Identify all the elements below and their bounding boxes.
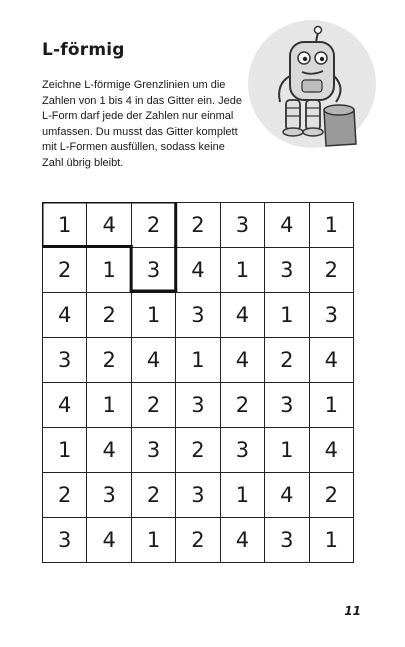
grid-cell[interactable]: 1 [43, 203, 87, 248]
grid-cell[interactable]: 3 [176, 293, 220, 338]
grid-cell[interactable]: 3 [220, 203, 264, 248]
puzzle-instructions: Zeichne L-förmige Grenzlinien um die Zahlen von 1 bis 4 in das Gitter ein. Jede L-Form darf jede der Zahlen nur einmal umfassen. Du musst das Gitter komplett mit L-Formen ausfüllen, sodass keine Zahl übrig bleibt. [42, 79, 242, 169]
grid-cell[interactable]: 4 [220, 293, 264, 338]
grid-cell[interactable]: 3 [265, 383, 309, 428]
grid-cell[interactable]: 2 [43, 473, 87, 518]
grid-cell[interactable]: 3 [265, 248, 309, 293]
grid-cell[interactable]: 4 [309, 338, 353, 383]
grid-cell[interactable]: 3 [176, 383, 220, 428]
grid-cell[interactable]: 1 [131, 518, 175, 563]
grid-cell[interactable]: 4 [87, 203, 131, 248]
grid-cell[interactable]: 3 [43, 518, 87, 563]
grid-cell[interactable]: 1 [220, 248, 264, 293]
grid-cell[interactable]: 2 [131, 383, 175, 428]
grid-row [43, 203, 354, 248]
grid-cell[interactable]: 1 [309, 518, 353, 563]
grid-cell[interactable]: 2 [309, 248, 353, 293]
grid-cell[interactable]: 3 [131, 248, 175, 293]
grid-cell[interactable]: 3 [43, 338, 87, 383]
grid-cell[interactable]: 4 [265, 203, 309, 248]
grid-cell[interactable]: 4 [87, 428, 131, 473]
grid-cell[interactable]: 3 [265, 518, 309, 563]
grid-cell[interactable]: 4 [43, 293, 87, 338]
grid-cell[interactable]: 1 [309, 203, 353, 248]
grid-cell[interactable]: 4 [176, 248, 220, 293]
grid-row [43, 248, 354, 293]
grid-cell[interactable]: 1 [265, 293, 309, 338]
grid-row [43, 383, 354, 428]
puzzle-title: L-förmig [42, 40, 125, 60]
grid-cell[interactable]: 2 [43, 248, 87, 293]
grid-cell[interactable]: 1 [87, 383, 131, 428]
grid-cell[interactable]: 1 [43, 428, 87, 473]
grid-cell[interactable]: 3 [309, 293, 353, 338]
grid-cell[interactable]: 3 [131, 428, 175, 473]
grid-cell[interactable]: 2 [265, 338, 309, 383]
robot-mascot-icon [246, 18, 378, 150]
grid-cell[interactable]: 2 [220, 383, 264, 428]
grid-cell[interactable]: 4 [265, 473, 309, 518]
grid-cell[interactable]: 2 [131, 203, 175, 248]
grid-cell[interactable]: 4 [220, 518, 264, 563]
grid-cell[interactable]: 2 [176, 518, 220, 563]
grid-cell[interactable]: 2 [309, 473, 353, 518]
grid-cell[interactable]: 2 [176, 203, 220, 248]
grid-cell[interactable]: 4 [131, 338, 175, 383]
grid-cell[interactable]: 4 [220, 338, 264, 383]
page-number: 11 [344, 604, 361, 618]
grid-cell[interactable]: 3 [176, 473, 220, 518]
grid-cell[interactable]: 2 [87, 293, 131, 338]
grid-cell[interactable]: 2 [176, 428, 220, 473]
grid-cell[interactable]: 2 [131, 473, 175, 518]
grid-row [43, 338, 354, 383]
grid-cell[interactable]: 2 [87, 338, 131, 383]
grid-cell[interactable]: 4 [43, 383, 87, 428]
grid-cell[interactable]: 1 [176, 338, 220, 383]
grid-cell[interactable]: 4 [309, 428, 353, 473]
grid-cell[interactable]: 3 [87, 473, 131, 518]
grid-cell[interactable]: 1 [220, 473, 264, 518]
grid-row [43, 293, 354, 338]
grid-cell[interactable]: 4 [87, 518, 131, 563]
grid-cell[interactable]: 3 [220, 428, 264, 473]
grid-cell[interactable]: 1 [131, 293, 175, 338]
grid-row [43, 473, 354, 518]
puzzle-grid [42, 202, 354, 563]
grid-cell[interactable]: 1 [265, 428, 309, 473]
grid-row [43, 428, 354, 473]
grid-cell[interactable]: 1 [309, 383, 353, 428]
grid-row [43, 518, 354, 563]
grid-cell[interactable]: 1 [87, 248, 131, 293]
